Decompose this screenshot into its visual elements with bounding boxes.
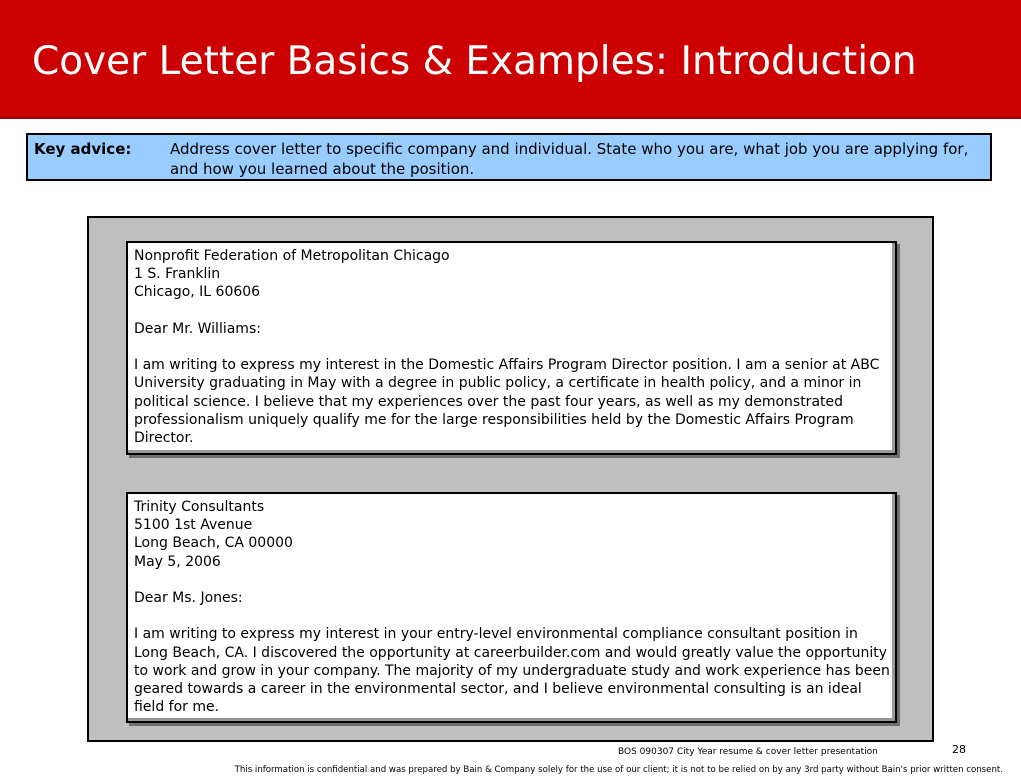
key-advice-text: Address cover letter to specific company and individual. State who you are, what job you are applying for, and how you learned about the position. [170,140,969,178]
confidentiality-disclaimer: This information is confidential and was prepared by Bain & Company solely for the use of our client; it is not to be relied on by any 3rd party without Bain's prior written consent. [234,765,1003,775]
spacer [134,338,889,356]
title-bar-rule [0,116,1021,119]
address-line: Trinity Consultants [134,499,265,515]
letter-greeting: Dear Mr. Williams: [134,320,261,337]
address-line: Nonprofit Federation of Metropolitan Chicago [134,248,450,264]
letter-greeting: Dear Ms. Jones: [134,590,243,606]
spacer [134,571,889,589]
key-advice-label: Key advice: [34,140,132,158]
key-advice-box [26,133,992,181]
spacer [134,607,889,625]
address-line: Long Beach, CA 00000 [134,535,293,552]
address-line: 1 S. Franklin [134,266,221,283]
slide-title: Cover Letter Basics & Examples: Introduction [32,39,917,84]
address-line: 5100 1st Avenue [134,517,253,534]
spacer [134,302,889,320]
cover-letter-example-1 [126,241,897,455]
letter-date: May 5, 2006 [134,553,221,570]
address-line: Chicago, IL 60606 [134,284,261,301]
page-number: 28 [952,743,966,756]
cover-letter-example-2 [126,492,897,723]
letter-body: I am writing to express my interest in the Domestic Affairs Program Director position. I am a senior at ABC University graduating in May with a degree in public policy, a certificate in health policy, and a minor in political science. I believe that my experiences over the past four years, as well as my demonstrated professionalism uniquely qualify me for the large responsibilities held by the Domestic Affairs Program Director. [134,357,880,446]
examples-panel [87,216,934,742]
footer-reference: BOS 090307 City Year resume & cover letter presentation [618,747,878,757]
letter-body: I am writing to express my interest in your entry-level environmental compliance consultant position in Long Beach, CA. I discovered the opportunity at careerbuilder.com and would greatly value the opportunity to work and grow in your company. The majority of my undergraduate study and work experience has been geared towards a career in the environmental sector, and I believe environmental consulting is an ideal field for me. [134,626,890,716]
